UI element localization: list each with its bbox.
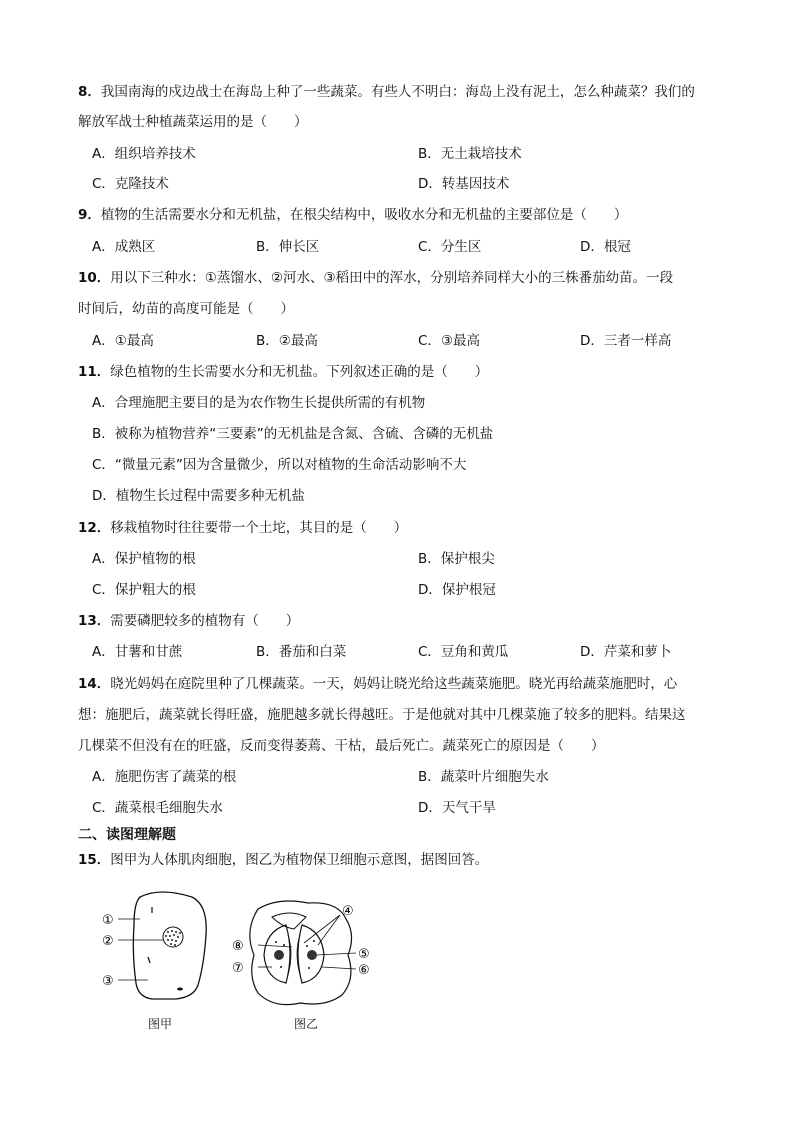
label-3: ③ — [102, 974, 114, 989]
nucleus-right — [307, 950, 317, 960]
q12-option-c[interactable]: C．保护粗大的根 — [92, 582, 196, 598]
question-8-line-2: 解放军战士种植蔬菜运用的是（ ） — [78, 114, 308, 130]
figure-jia-muscle-cell — [100, 885, 220, 1015]
epidermal-cells — [250, 901, 352, 1005]
q11-option-b[interactable]: B．被称为植物营养“三要素”的无机盐是含氮、含硫、含磷的无机盐 — [92, 426, 494, 442]
label-2: ② — [102, 934, 114, 949]
q11-option-a[interactable]: A．合理施肥主要目的是为农作物生长提供所需的有机物 — [92, 395, 426, 411]
question-13: 13．需要磷肥较多的植物有（ ） — [78, 613, 300, 629]
label-6: ⑥ — [358, 963, 370, 978]
q11-option-d[interactable]: D．植物生长过程中需要多种无机盐 — [92, 488, 305, 504]
question-10-line-2: 时间后，幼苗的高度可能是（ ） — [78, 301, 294, 317]
figure-yi-guard-cells — [228, 895, 378, 1015]
q12-option-b[interactable]: B．保护根尖 — [418, 551, 495, 567]
q11-option-c[interactable]: C．“微量元素”因为含量微少，所以对植物的生命活动影响不大 — [92, 457, 467, 473]
q8-option-b[interactable]: B．无土栽培技术 — [418, 146, 522, 162]
q10-option-a[interactable]: A．①最高 — [92, 333, 154, 349]
question-14-line-2: 想：施肥后，蔬菜就长得旺盛，施肥越多就长得越旺。于是他就对其中几棵菜施了较多的肥料。结果这 — [78, 707, 686, 723]
q10-option-b[interactable]: B．②最高 — [256, 333, 318, 349]
question-14-line-1: 14．晓光妈妈在庭院里种了几棵蔬菜。一天，妈妈让晓光给这些蔬菜施肥。晓光再给蔬菜施肥时，心 — [78, 676, 678, 692]
q13-option-c[interactable]: C．豆角和黄瓜 — [418, 644, 509, 660]
label-8: ⑧ — [232, 939, 244, 954]
q8-option-d[interactable]: D．转基因技术 — [418, 176, 510, 192]
question-10-line-1: 10．用以下三种水：①蒸馏水、②河水、③稻田中的浑水，分别培养同样大小的三株番茄幼苗。一段 — [78, 270, 674, 286]
epidermal-cell-top — [272, 913, 306, 929]
figure-jia-caption: 图甲 — [148, 1017, 173, 1031]
q10-option-d[interactable]: D．三者一样高 — [580, 333, 672, 349]
question-9: 9．植物的生活需要水分和无机盐，在根尖结构中，吸收水分和无机盐的主要部位是（ ） — [78, 207, 628, 223]
question-14-line-3: 几棵菜不但没有在的旺盛，反而变得萎蔫、干枯，最后死亡。蔬菜死亡的原因是（ ） — [78, 738, 605, 754]
label-7: ⑦ — [232, 961, 244, 976]
q9-option-d[interactable]: D．根冠 — [580, 239, 631, 255]
label-5: ⑤ — [358, 947, 370, 962]
q9-option-a[interactable]: A．成熟区 — [92, 239, 156, 255]
question-8-line-1: 8．我国南海的戍边战士在海岛上种了一些蔬菜。有些人不明白：海岛上没有泥土，怎么种蔬菜？我们的 — [78, 84, 695, 100]
q12-option-a[interactable]: A．保护植物的根 — [92, 551, 196, 567]
q14-option-c[interactable]: C．蔬菜根毛细胞失水 — [92, 800, 223, 816]
section-2-title: 二、读图理解题 — [78, 827, 176, 843]
q9-option-b[interactable]: B．伸长区 — [256, 239, 320, 255]
figure-yi-caption: 图乙 — [294, 1017, 319, 1031]
q13-option-a[interactable]: A．甘薯和甘蔗 — [92, 644, 183, 660]
q8-option-c[interactable]: C．克隆技术 — [92, 176, 169, 192]
label-4: ④ — [342, 904, 354, 919]
q9-option-c[interactable]: C．分生区 — [418, 239, 482, 255]
q12-option-d[interactable]: D．保护根冠 — [418, 582, 496, 598]
question-15: 15．图甲为人体肌肉细胞，图乙为植物保卫细胞示意图，据图回答。 — [78, 852, 489, 868]
question-12: 12．移栽植物时往往要带一个土坨，其目的是（ ） — [78, 520, 408, 536]
nucleus-left — [274, 950, 284, 960]
question-11: 11．绿色植物的生长需要水分和无机盐。下列叙述正确的是（ ） — [78, 364, 489, 380]
q13-option-d[interactable]: D．芹菜和萝卜 — [580, 644, 672, 660]
q14-option-b[interactable]: B．蔬菜叶片细胞失水 — [418, 769, 549, 785]
q8-option-a[interactable]: A．组织培养技术 — [92, 146, 196, 162]
label-1: ① — [102, 913, 114, 928]
q13-option-b[interactable]: B．番茄和白菜 — [256, 644, 347, 660]
q14-option-d[interactable]: D．天气干旱 — [418, 800, 496, 816]
q14-option-a[interactable]: A．施肥伤害了蔬菜的根 — [92, 769, 237, 785]
q10-option-c[interactable]: C．③最高 — [418, 333, 481, 349]
